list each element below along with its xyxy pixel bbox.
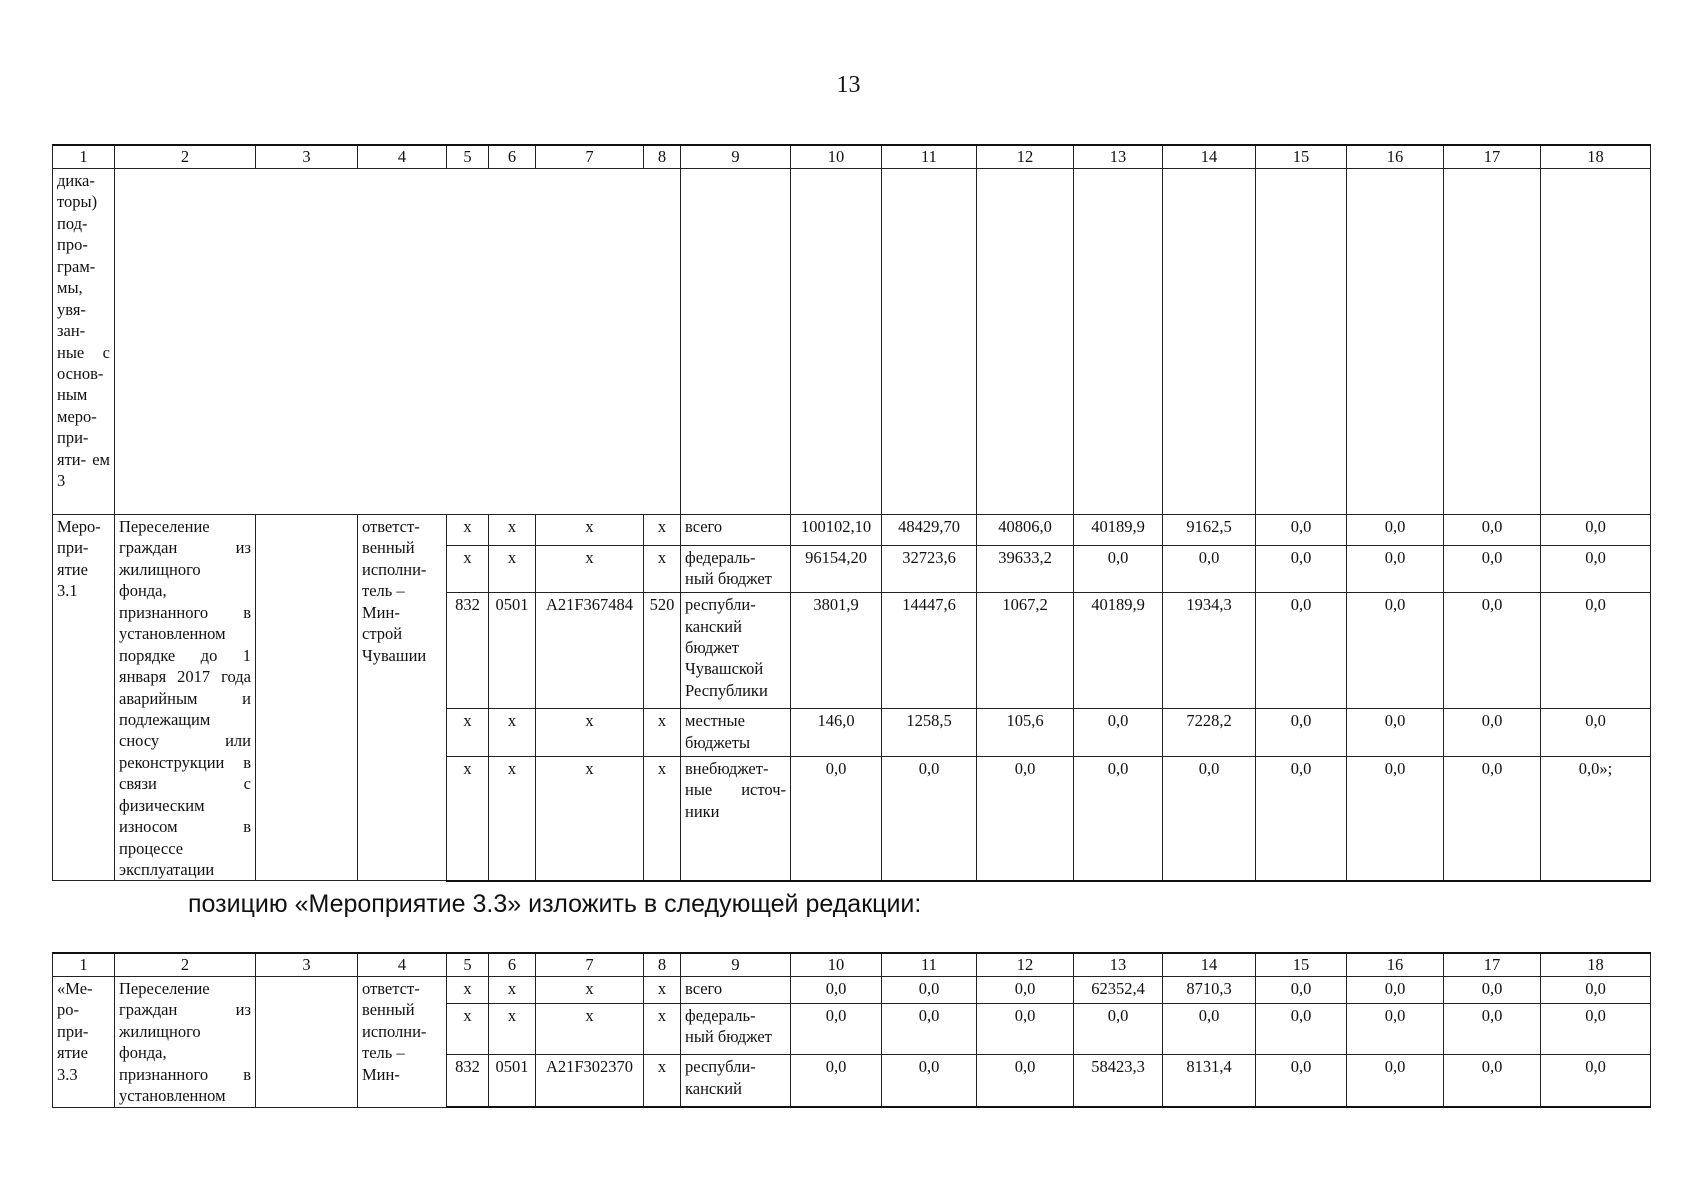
amendment-instruction: позицию «Мероприятие 3.3» изложить в следующей редакции: bbox=[188, 890, 922, 918]
column-number-12: 12 bbox=[977, 953, 1074, 977]
event-col3 bbox=[256, 515, 358, 881]
column-number-5: 5 bbox=[447, 145, 489, 169]
page-number: 13 bbox=[836, 72, 861, 98]
funding-source: всего bbox=[681, 515, 791, 546]
data-row-extrabudget: x x x x внебюджет- ные источ- ники 0,0 0,0 0,0 0,0 0,0 0,0 0,0 0,0 0,0»; bbox=[53, 756, 1651, 881]
column-number-2: 2 bbox=[115, 953, 256, 977]
column-number-15: 15 bbox=[1256, 953, 1347, 977]
data-row-federal: x x x x федераль- ный бюджет 96154,20 32723,6 39633,2 0,0 0,0 0,0 0,0 0,0 0,0 bbox=[53, 545, 1651, 592]
event-col3 bbox=[256, 977, 358, 1108]
data-row-total: «Ме- ро- при- ятие 3.3 Переселение граждан из жилищного фонда, признанного в установленном ответст- венный исполни- тель – Мин- x x x x всего 0,0 0,0 0,0 62352,4 8710,3 0,0 0,0 0,0 0,0 bbox=[53, 977, 1651, 1004]
column-number-6: 6 bbox=[489, 953, 536, 977]
column-number-13: 13 bbox=[1074, 145, 1163, 169]
event-executor: ответст- венный исполни- тель – Мин- bbox=[358, 977, 447, 1108]
event-label: Меро- при- ятие 3.1 bbox=[53, 515, 115, 881]
column-number-17: 17 bbox=[1444, 953, 1541, 977]
column-number-8: 8 bbox=[644, 953, 681, 977]
column-number-10: 10 bbox=[791, 953, 882, 977]
column-number-11: 11 bbox=[882, 953, 977, 977]
column-number-14: 14 bbox=[1163, 953, 1256, 977]
data-row-republic: 832 0501 A21F367484 520 республи- канский бюджет Чувашской Республики 3801,9 14447,6 1067,2 40189,9 1934,3 0,0 0,0 0,0 0,0 bbox=[53, 593, 1651, 709]
budget-table-event-3-3 bbox=[52, 952, 1651, 1108]
budget-table-event-3-1 bbox=[52, 144, 1651, 882]
funding-source: республи- канский бюджет Чувашской Республики bbox=[681, 593, 791, 709]
indicator-span bbox=[115, 169, 681, 515]
column-number-17: 17 bbox=[1444, 145, 1541, 169]
event-executor: ответст- венный исполни- тель – Мин- строй Чувашии bbox=[358, 515, 447, 881]
column-number-14: 14 bbox=[1163, 145, 1256, 169]
column-number-18: 18 bbox=[1541, 953, 1651, 977]
column-number-11: 11 bbox=[882, 145, 977, 169]
column-number-6: 6 bbox=[489, 145, 536, 169]
event-name: Переселение граждан из жилищного фонда, признанного в установленном порядке до 1 января 2017 года аварийным и подлежащим сносу или реконструкции в связи с физическим износом в процессе эксплуатации bbox=[115, 515, 256, 881]
column-number-3: 3 bbox=[256, 953, 358, 977]
column-number-3: 3 bbox=[256, 145, 358, 169]
column-number-2: 2 bbox=[115, 145, 256, 169]
column-number-10: 10 bbox=[791, 145, 882, 169]
column-number-7: 7 bbox=[536, 145, 644, 169]
column-number-9: 9 bbox=[681, 145, 791, 169]
column-number-5: 5 bbox=[447, 953, 489, 977]
funding-source: всего bbox=[681, 977, 791, 1004]
data-row-total: Меро- при- ятие 3.1 Переселение граждан из жилищного фонда, признанного в установленном порядке до 1 января 2017 года аварийным и подлежащим сносу или реконструкции в связи с физическим износом в процессе эксплуатации ответст- венный исполни- тель – Мин- строй Чувашии x x x x всего 100102,10 48429,70 40806,0 40189,9 9162,5 0,0 0,0 0,0 0,0 bbox=[53, 515, 1651, 546]
column-number-13: 13 bbox=[1074, 953, 1163, 977]
column-number-8: 8 bbox=[644, 145, 681, 169]
column-number-4: 4 bbox=[358, 953, 447, 977]
event-label: «Ме- ро- при- ятие 3.3 bbox=[53, 977, 115, 1108]
column-number-7: 7 bbox=[536, 953, 644, 977]
column-number-12: 12 bbox=[977, 145, 1074, 169]
column-number-15: 15 bbox=[1256, 145, 1347, 169]
column-number-1: 1 bbox=[53, 953, 115, 977]
funding-source: внебюджет- ные источ- ники bbox=[681, 756, 791, 881]
column-number-row bbox=[53, 145, 1651, 169]
funding-source: местные бюджеты bbox=[681, 709, 791, 756]
column-number-row bbox=[53, 953, 1651, 977]
indicator-fragment: дика- торы) под- про- грам- мы, увя- зан- ные с основ- ным меро- при- яти- ем 3 bbox=[53, 169, 115, 515]
data-row-local: x x x x местные бюджеты 146,0 1258,5 105,6 0,0 7228,2 0,0 0,0 0,0 0,0 bbox=[53, 709, 1651, 756]
column-number-18: 18 bbox=[1541, 145, 1651, 169]
column-number-16: 16 bbox=[1347, 953, 1444, 977]
indicator-row bbox=[53, 169, 1651, 515]
column-number-4: 4 bbox=[358, 145, 447, 169]
column-number-9: 9 bbox=[681, 953, 791, 977]
event-name: Переселение граждан из жилищного фонда, признанного в установленном bbox=[115, 977, 256, 1108]
column-number-1: 1 bbox=[53, 145, 115, 169]
funding-source: федераль- ный бюджет bbox=[681, 545, 791, 592]
funding-source: федераль- ный бюджет bbox=[681, 1003, 791, 1055]
funding-source: республи- канский bbox=[681, 1055, 791, 1107]
data-row-republic: 832 0501 A21F302370 x республи- канский 0,0 0,0 0,0 58423,3 8131,4 0,0 0,0 0,0 0,0 bbox=[53, 1055, 1651, 1107]
data-row-federal: x x x x федераль- ный бюджет 0,0 0,0 0,0 0,0 0,0 0,0 0,0 0,0 0,0 bbox=[53, 1003, 1651, 1055]
column-number-16: 16 bbox=[1347, 145, 1444, 169]
